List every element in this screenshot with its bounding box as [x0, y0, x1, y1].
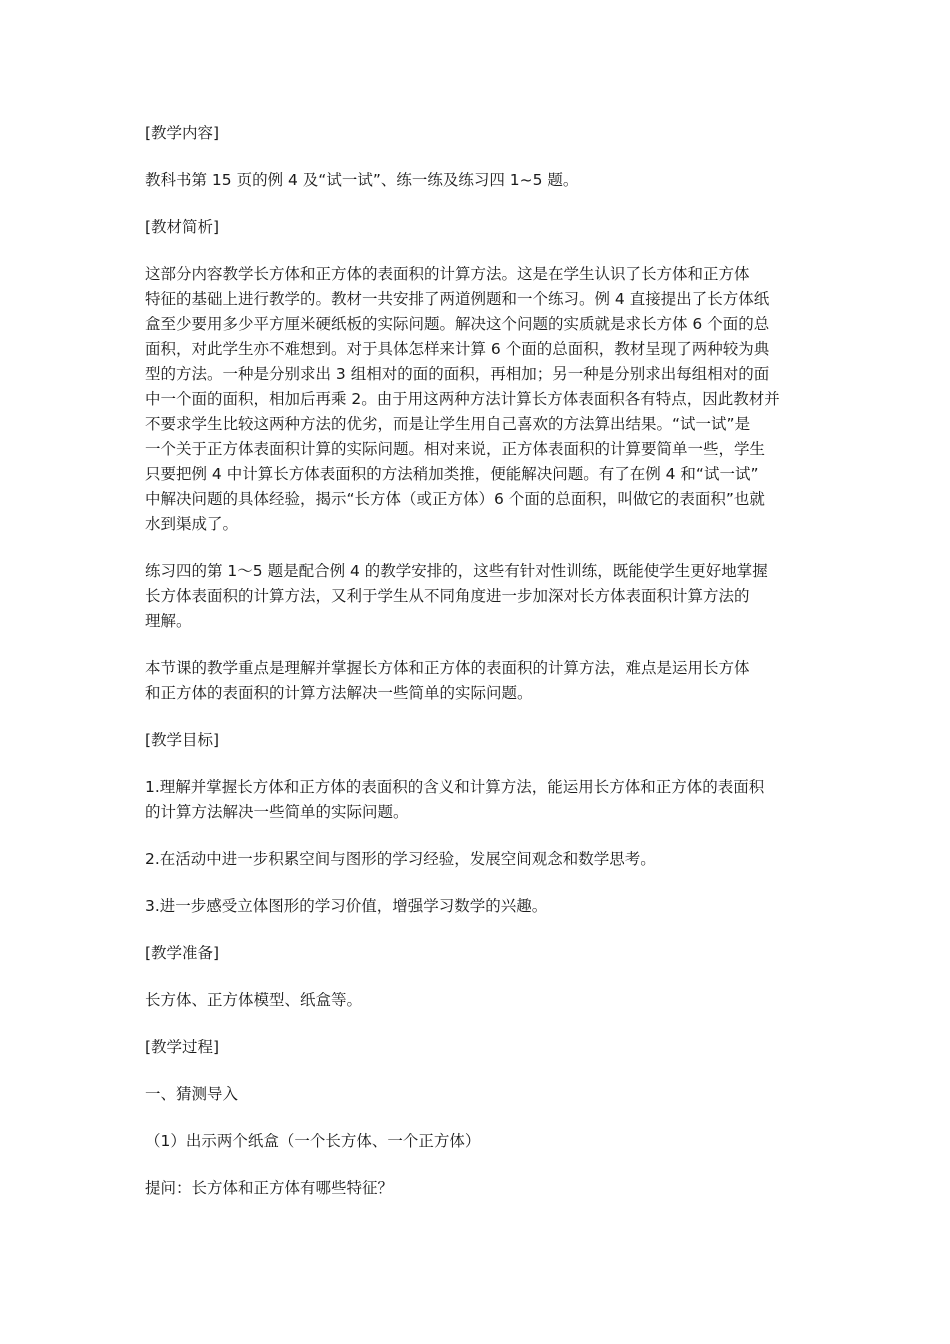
- paragraph-preparation: [145, 988, 811, 1013]
- process-question: [145, 1176, 811, 1201]
- text-line: 中一个面的面积，相加后再乘 2。由于用这两种方法计算长方体表面积各有特点，因此教材并: [145, 390, 780, 408]
- paragraph-exercise: [145, 559, 811, 634]
- section-heading-objectives: [教学目标]: [145, 731, 220, 749]
- document-body: [145, 121, 811, 1223]
- text-line: 练习四的第 1～5 题是配合例 4 的教学安排的，这些有针对性训练，既能使学生更好地掌握: [145, 562, 768, 580]
- text-line: 2.在活动中进一步积累空间与图形的学习经验，发展空间观念和数学思考。: [145, 850, 656, 868]
- paragraph-content-scope: [145, 168, 811, 193]
- text-line: 水到渠成了。: [145, 515, 239, 533]
- text-line: 只要把例 4 中计算长方体表面积的方法稍加类推，便能解决问题。有了在例 4 和“试一试”: [145, 465, 759, 483]
- text-line: 这部分内容教学长方体和正方体的表面积的计算方法。这是在学生认识了长方体和正方体: [145, 265, 750, 283]
- process-step-title: [145, 1082, 811, 1107]
- text-line: 的计算方法解决一些简单的实际问题。: [145, 803, 409, 821]
- text-line: 中解决问题的具体经验，揭示“长方体（或正方体）6 个面的总面积，叫做它的表面积”也就: [145, 490, 765, 508]
- text-line: 不要求学生比较这两种方法的优劣，而是让学生用自己喜欢的方法算出结果。“试一试”是: [145, 415, 751, 433]
- process-substep: [145, 1129, 811, 1154]
- text-line: 特征的基础上进行教学的。教材一共安排了两道例题和一个练习。例 4 直接提出了长方体纸: [145, 290, 770, 308]
- text-line: 理解。: [145, 612, 192, 630]
- text-line: 型的方法。一种是分别求出 3 组相对的面的面积，再相加；另一种是分别求出每组相对的面: [145, 365, 770, 383]
- text-line: 一个关于正方体表面积计算的实际问题。相对来说，正方体表面积的计算要简单一些，学生: [145, 440, 766, 458]
- text-line: 教科书第 15 页的例 4 及“试一试”、练一练及练习四 1~5 题。: [145, 171, 579, 189]
- text-line: 一、猜测导入: [145, 1085, 239, 1103]
- objective-item-2: [145, 847, 811, 872]
- section-heading-preparation: [教学准备]: [145, 944, 220, 962]
- text-line: 面积，对此学生亦不难想到。对于具体怎样来计算 6 个面的总面积，教材呈现了两种较为典: [145, 340, 770, 358]
- text-line: 提问：长方体和正方体有哪些特征？: [145, 1179, 394, 1197]
- text-line: 长方体表面积的计算方法，又利于学生从不同角度进一步加深对长方体表面积计算方法的: [145, 587, 750, 605]
- objective-item-1: [145, 775, 811, 825]
- text-line: 本节课的教学重点是理解并掌握长方体和正方体的表面积的计算方法，难点是运用长方体: [145, 659, 750, 677]
- text-line: 1.理解并掌握长方体和正方体的表面积的含义和计算方法，能运用长方体和正方体的表面积: [145, 778, 765, 796]
- text-line: （1）出示两个纸盒（一个长方体、一个正方体）: [145, 1132, 481, 1150]
- text-line: 盒至少要用多少平方厘米硬纸板的实际问题。解决这个问题的实质就是求长方体 6 个面的总: [145, 315, 770, 333]
- text-line: 长方体、正方体模型、纸盒等。: [145, 991, 363, 1009]
- paragraph-key-points: [145, 656, 811, 706]
- text-line: 和正方体的表面积的计算方法解决一些简单的实际问题。: [145, 684, 533, 702]
- section-heading-content: [教学内容]: [145, 124, 220, 142]
- text-line: 3.进一步感受立体图形的学习价值，增强学习数学的兴趣。: [145, 897, 548, 915]
- objective-item-3: [145, 894, 811, 919]
- paragraph-analysis: [145, 262, 811, 537]
- section-heading-analysis: [教材简析]: [145, 218, 220, 236]
- section-heading-process: [教学过程]: [145, 1038, 220, 1056]
